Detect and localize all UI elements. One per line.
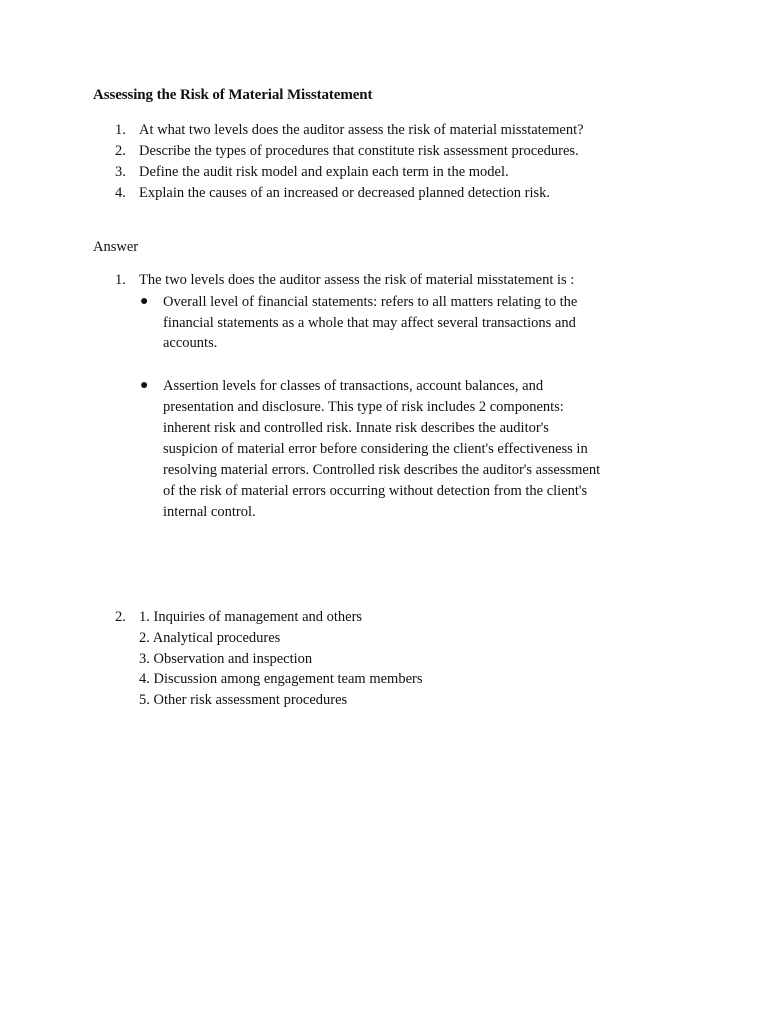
question-text: Explain the causes of an increased or decreased planned detection risk. bbox=[139, 185, 551, 201]
question-text: Define the audit risk model and explain each term in the model. bbox=[139, 164, 509, 180]
question-number: 4. bbox=[115, 185, 126, 201]
procedure-item: 4. Discussion among engagement team members bbox=[139, 671, 423, 687]
bullet-line: inherent risk and controlled risk. Innate risk describes the auditor's bbox=[163, 420, 549, 436]
bullet-line: financial statements as a whole that may affect several transactions and bbox=[163, 315, 576, 331]
procedure-item: 3. Observation and inspection bbox=[139, 651, 313, 667]
bullet-icon: ● bbox=[140, 294, 149, 309]
document-title: Assessing the Risk of Material Misstatement bbox=[93, 87, 373, 103]
answer-number: 2. bbox=[115, 609, 126, 625]
bullet-line: resolving material errors. Controlled risk describes the auditor's assessment bbox=[163, 462, 601, 478]
bullet-line: suspicion of material error before considering the client's effectiveness in bbox=[163, 441, 588, 457]
answer-intro: The two levels does the auditor assess the risk of material misstatement is : bbox=[139, 272, 575, 288]
question-text: Describe the types of procedures that constitute risk assessment procedures. bbox=[139, 143, 579, 159]
bullet-line: Overall level of financial statements: refers to all matters relating to the bbox=[163, 294, 578, 310]
bullet-line: internal control. bbox=[163, 504, 256, 520]
question-number: 2. bbox=[115, 143, 126, 159]
answer-heading: Answer bbox=[93, 239, 139, 255]
procedure-item: 1. Inquiries of management and others bbox=[139, 609, 363, 625]
bullet-line: Assertion levels for classes of transactions, account balances, and bbox=[163, 378, 544, 394]
bullet-line: presentation and disclosure. This type of risk includes 2 components: bbox=[163, 399, 564, 415]
procedure-item: 2. Analytical procedures bbox=[139, 630, 281, 646]
answer-number: 1. bbox=[115, 272, 126, 288]
question-number: 3. bbox=[115, 164, 126, 180]
bullet-line: of the risk of material errors occurring without detection from the client's bbox=[163, 483, 588, 499]
bullet-icon: ● bbox=[140, 378, 149, 393]
question-number: 1. bbox=[115, 122, 126, 138]
question-text: At what two levels does the auditor assess the risk of material misstatement? bbox=[139, 122, 584, 138]
procedure-item: 5. Other risk assessment procedures bbox=[139, 692, 348, 708]
bullet-line: accounts. bbox=[163, 335, 218, 351]
